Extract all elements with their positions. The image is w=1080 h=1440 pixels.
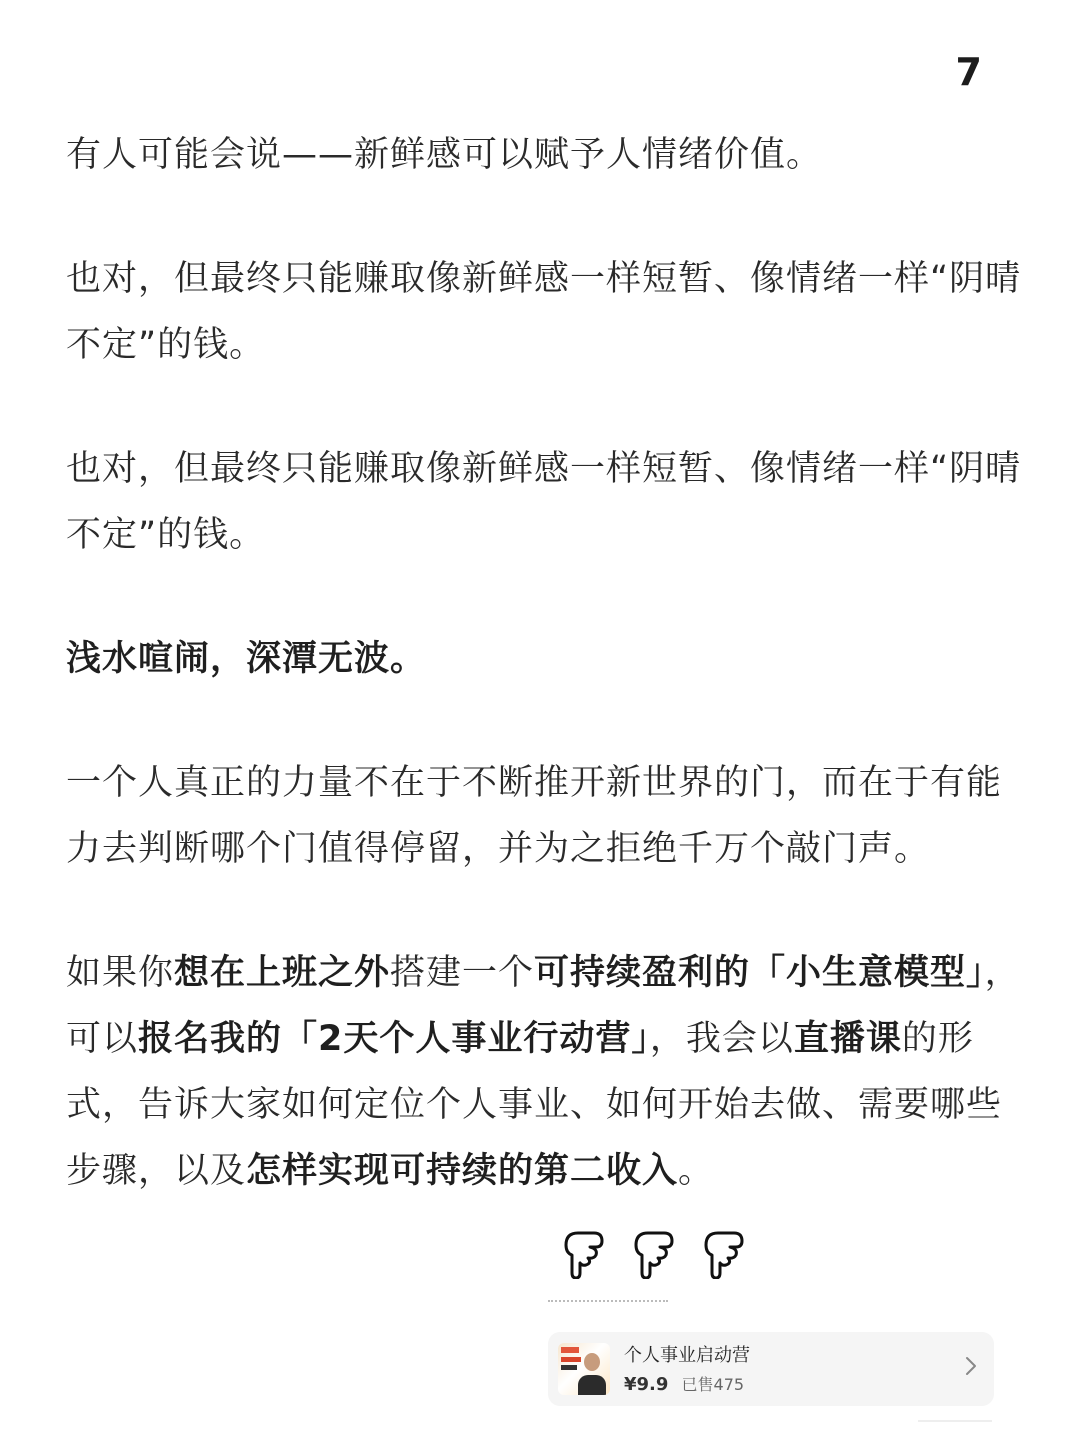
thumbnail-tag (561, 1347, 579, 1353)
paragraph-cta (66, 940, 1026, 1204)
pointing-down-hand-icon (630, 1225, 676, 1279)
article-body (66, 122, 1026, 1262)
cta-bold-4: 直播课 (793, 1019, 902, 1059)
product-price: ¥9.9 (624, 1373, 669, 1395)
paragraph-3: 也对，但最终只能赚取像新鲜感一样短暂、像情绪一样“阴晴不定”的钱。 (66, 449, 1022, 555)
bottom-divider (918, 1420, 992, 1422)
cta-text-5: 的形式，告诉大家如何定位个人事业、如何开始去做、需要哪些步骤，以及 (66, 1019, 1003, 1191)
page-number: 7 (955, 50, 982, 94)
cta-bold-3: 报名我的「2天个人事业行动营」 (138, 1019, 650, 1059)
cta-text-3: ，可以 (66, 953, 1021, 1059)
cta-text-2: 搭建一个 (390, 953, 535, 993)
pointing-down-hand-icon (560, 1225, 606, 1279)
pointer-icons (560, 1225, 746, 1279)
paragraph-1: 有人可能会说——新鲜感可以赋予人情绪价值。 (66, 135, 823, 175)
cta-bold-2: 可持续盈利的「小生意模型」 (534, 953, 985, 993)
product-title: 个人事业启动营 (624, 1344, 750, 1366)
product-meta (624, 1372, 956, 1395)
paragraph-2: 也对，但最终只能赚取像新鲜感一样短暂、像情绪一样“阴晴不定”的钱。 (66, 259, 1022, 365)
product-info (624, 1344, 956, 1395)
product-thumbnail (558, 1343, 610, 1395)
paragraph-5: 一个人真正的力量不在于不断推开新世界的门，而在于有能力去判断哪个门值得停留，并为之拒绝千万个敲门声。 (66, 763, 1003, 869)
cta-text-1: 如果你 (66, 953, 175, 993)
thumbnail-subtitle-bar (561, 1365, 577, 1370)
faded-divider (548, 1300, 668, 1308)
thumbnail-title-bar (561, 1357, 581, 1362)
chevron-right-icon[interactable] (956, 1355, 986, 1383)
thumbnail-person-head (584, 1353, 600, 1371)
cta-text-6: 。 (678, 1151, 715, 1191)
paragraph-highlight: 浅水喧闹，深潭无波。 (66, 639, 427, 679)
cta-bold-1: 想在上班之外 (174, 953, 391, 993)
pointing-down-hand-icon (700, 1225, 746, 1279)
cta-bold-5: 怎样实现可持续的第二收入 (246, 1151, 679, 1191)
cta-text-4: ，我会以 (649, 1019, 794, 1059)
thumbnail-person-body (578, 1375, 606, 1395)
product-card[interactable] (548, 1332, 994, 1406)
product-sold-count: 已售475 (681, 1374, 745, 1394)
